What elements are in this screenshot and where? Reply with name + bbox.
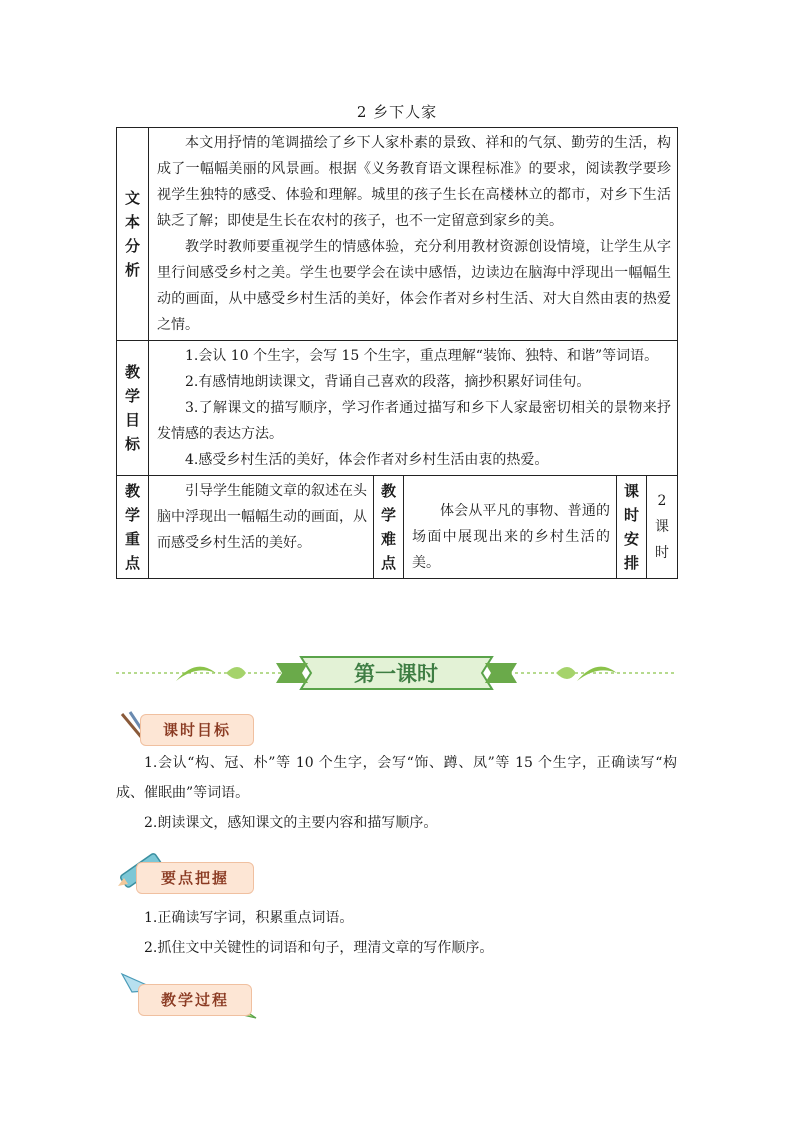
difficulty-content: 体会从平凡的事物、普通的场面中展现出来的乡村生活的美。 <box>404 476 617 579</box>
lesson-goal-item: 1.会认“构、冠、朴”等 10 个生字，会写“饰、蹲、凤”等 15 个生字，正确读写“构成、催眠曲”等词语。 <box>116 755 677 801</box>
schedule-value: 2 课 时 <box>647 476 678 579</box>
objective-item: 3.了解课文的描写顺序，学习作者通过描写和乡下人家最密切相关的景物来抒发情感的表达方法。 <box>157 400 672 442</box>
lesson-goals-text <box>116 748 677 838</box>
leaf-left-icon <box>176 667 216 681</box>
schedule-label: 课 时 安 排 <box>617 476 647 579</box>
objectives-content <box>149 341 678 476</box>
leaf-right-icon <box>577 667 617 681</box>
process-tag: 教学过程 <box>138 984 252 1016</box>
key-point-item: 2.抓住文中关键性的词语和句子，理清文章的写作顺序。 <box>144 940 494 956</box>
analysis-label: 文 本 分 析 <box>117 128 149 341</box>
lesson-title: 2 乡下人家 <box>356 103 438 121</box>
lesson-goals-tag: 课时目标 <box>140 714 254 746</box>
row-objectives <box>117 341 678 476</box>
analysis-paragraph: 本文用抒情的笔调描绘了乡下人家朴素的景致、祥和的气氛、勤劳的生活，构成了一幅幅美丽的风景画。根据《义务教育语文课程标准》的要求，阅读教学要珍视学生独特的感受、体验和理解。城里的孩子生长在高楼林立的都市，对乡下生活缺乏了解；即使是生长在农村的孩子，也不一定留意到家乡的美。 <box>157 135 672 229</box>
key-points-tag: 要点把握 <box>136 862 254 894</box>
objective-item: 1.会认 10 个生字，会写 15 个生字，重点理解“装饰、独特、和谐”等词语。 <box>185 348 659 364</box>
key-point-item: 1.正确读写字词，积累重点词语。 <box>144 910 354 926</box>
objectives-label: 教 学 目 标 <box>117 341 149 476</box>
lesson-goal-item: 2.朗读课文，感知课文的主要内容和描写顺序。 <box>144 815 438 831</box>
lesson-plan-table <box>116 127 678 579</box>
focus-label: 教 学 重 点 <box>117 476 149 579</box>
key-points-text <box>116 903 677 963</box>
first-lesson-banner <box>116 651 677 695</box>
row-focus <box>117 476 678 579</box>
objective-item: 2.有感情地朗读课文，背诵自己喜欢的段落，摘抄积累好词佳句。 <box>185 374 591 390</box>
analysis-paragraph: 教学时教师要重视学生的情感体验，充分利用教材资源创设情境，让学生从字里行间感受乡村之美。学生也要学会在读中感悟，边读边在脑海中浮现出一幅幅生动的画面，从中感受乡村生活的美好，体会作者对乡村生活、对大自然由衷的热爱之情。 <box>157 239 672 333</box>
focus-content: 引导学生能随文章的叙述在头脑中浮现出一幅幅生动的画面，从而感受乡村生活的美好。 <box>149 476 374 579</box>
difficulty-label: 教 学 难 点 <box>374 476 404 579</box>
objective-item: 4.感受乡村生活的美好，体会作者对乡村生活由衷的热爱。 <box>185 452 549 468</box>
row-analysis <box>117 128 678 341</box>
banner-text: 第一课时 <box>354 662 438 686</box>
analysis-content <box>149 128 678 341</box>
